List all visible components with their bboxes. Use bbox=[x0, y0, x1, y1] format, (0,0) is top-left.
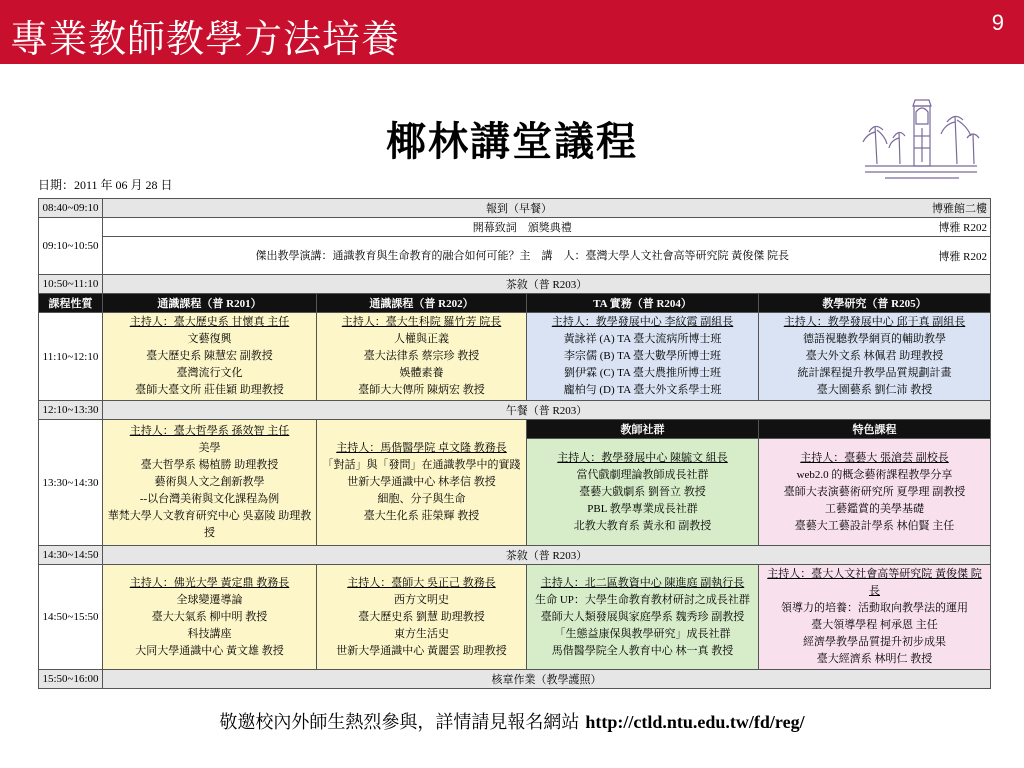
table-row bbox=[39, 237, 991, 275]
table-row bbox=[39, 420, 991, 439]
session-cell: 主持人：臺大哲學系 孫效智 主任 美學 臺大哲學系 楊植勝 助理教授 藝術與人文之創新教學 --以台灣美術與文化課程為例 華梵大學人文教育研究中心 吳嘉陵 助理教授 bbox=[103, 420, 317, 546]
event-label: 茶敘（普 R203） bbox=[103, 275, 991, 294]
footer-invitation bbox=[0, 708, 1024, 734]
time-cell: 10:50~11:10 bbox=[39, 275, 103, 294]
campus-bell-tower-icon bbox=[855, 92, 987, 184]
session-cell: 主持人：臺大生科院 羅竹芳 院長 人權與正義 臺大法律系 蔡宗珍 教授 娛體素養 臺師大大傳所 陳炳宏 教授 bbox=[317, 313, 527, 401]
session-host: 主持人：教學發展中心 李紋霞 副組長 bbox=[551, 316, 734, 328]
session-host: 主持人：北二區教資中心 陳進庭 副執行長 bbox=[540, 576, 745, 589]
slide-title: 專業教師教學方法培養 bbox=[10, 17, 401, 61]
session-cell: 主持人：臺藝大 張滄芸 副校長 web2.0 的概念藝術課程教學分享 臺師大表演藝術研究所 夏學理 副教授 工藝鑑賞的美學基礎 臺藝大工藝設計學系 林伯賢 主任 bbox=[759, 439, 991, 546]
table-row bbox=[39, 670, 991, 689]
session-cell: 主持人：北二區教資中心 陳進庭 副執行長 生命 UP：大學生命教育教材研討之成長社群 臺師大人類發展與家庭學系 魏秀珍 副教授 「生態益康保與教學研究」成長社群 馬偕醫學院全人教育中心 林一真 教授 bbox=[527, 565, 759, 670]
session-host: 主持人：教學發展中心 陳毓文 組長 bbox=[557, 451, 728, 464]
session-cell: 主持人：教學發展中心 邱于真 副組長 德語視聽教學網頁的輔助教學 臺大外文系 林佩君 助理教授 統計課程提升教學品質規劃計畫 臺大園藝系 劉仁沛 教授 bbox=[759, 313, 991, 401]
session-cell: 主持人：臺大歷史系 甘懷真 主任 文藝復興 臺大歷史系 陳慧宏 副教授 臺灣流行文化 臺師大臺文所 莊佳穎 助理教授 bbox=[103, 313, 317, 401]
table-row bbox=[39, 199, 991, 218]
event-label: 核章作業（教學護照） bbox=[103, 670, 991, 689]
course-type-header: 課程性質 bbox=[39, 294, 103, 313]
session-host: 主持人：佛光大學 黃定鼎 教務長 bbox=[129, 576, 290, 589]
registration-link[interactable]: http://ctld.ntu.edu.tw/fd/reg/ bbox=[585, 712, 805, 732]
column-header: 通識課程（普 R201） bbox=[103, 294, 317, 313]
session-cell: 主持人：佛光大學 黃定鼎 教務長 全球變遷導論 臺大大氣系 柳中明 教授 科技講座 大同大學通識中心 黃文雄 教授 bbox=[103, 565, 317, 670]
column-header: 教師社群 bbox=[527, 420, 759, 439]
session-cell: 主持人：臺大人文社會高等研究院 黃俊傑 院長 領導力的培養：活動取向教學法的運用 臺大領導學程 柯承恩 主任 經濟學教學品質提升初步成果 臺大經濟系 林明仁 教授 bbox=[759, 565, 991, 670]
keynote-title: 傑出教學演講：通識教育與生命教育的融合如何可能？ bbox=[255, 249, 520, 262]
table-row bbox=[39, 546, 991, 565]
room-label: 博雅 R202 bbox=[938, 222, 987, 234]
time-cell: 14:30~14:50 bbox=[39, 546, 103, 565]
session-host: 主持人：臺大哲學系 孫效智 主任 bbox=[129, 425, 290, 437]
table-row bbox=[39, 275, 991, 294]
table-row bbox=[39, 565, 991, 670]
page-number: 9 bbox=[991, 10, 1004, 35]
session-host: 主持人：教學發展中心 邱于真 副組長 bbox=[783, 316, 966, 328]
session-host: 主持人：臺師大 吳正己 教務長 bbox=[347, 576, 496, 589]
session-cell: 主持人：教學發展中心 陳毓文 組長 當代戲劇理論教師成長社群 臺藝大戲劇系 劉晉立 教授 PBL 教學專業成長社群 北教大教育系 黃永和 副教授 bbox=[527, 439, 759, 546]
event-label: 開幕致詞 頒獎典禮 bbox=[472, 222, 572, 234]
time-cell: 12:10~13:30 bbox=[39, 401, 103, 420]
session-host: 主持人：馬偕醫學院 卓文隆 教務長 bbox=[336, 442, 507, 454]
time-cell: 15:50~16:00 bbox=[39, 670, 103, 689]
footer-text: 敬邀校內外師生熱烈參與，詳情請見報名網站 bbox=[219, 712, 580, 733]
time-cell: 13:30~14:30 bbox=[39, 420, 103, 546]
column-header: 特色課程 bbox=[759, 420, 991, 439]
schedule-table bbox=[38, 198, 991, 689]
event-label: 報到（早餐） bbox=[486, 203, 552, 215]
table-row bbox=[39, 218, 991, 237]
column-header: 通識課程（普 R202） bbox=[317, 294, 527, 313]
room-label: 博雅 R202 bbox=[938, 250, 987, 263]
table-row bbox=[39, 313, 991, 401]
slide-header bbox=[0, 0, 1024, 64]
time-cell: 08:40~09:10 bbox=[39, 199, 103, 218]
event-date: 日期：2011 年 06 月 28 日 bbox=[38, 178, 173, 192]
session-host: 主持人：臺藝大 張滄芸 副校長 bbox=[800, 451, 949, 464]
table-row bbox=[39, 294, 991, 313]
column-header: TA 實務（普 R204） bbox=[527, 294, 759, 313]
document-title: 椰林講堂議程 bbox=[386, 118, 638, 165]
event-label: 午餐（普 R203） bbox=[103, 401, 991, 420]
time-cell: 14:50~15:50 bbox=[39, 565, 103, 670]
table-row bbox=[39, 401, 991, 420]
time-cell: 11:10~12:10 bbox=[39, 313, 103, 401]
session-cell: 主持人：馬偕醫學院 卓文隆 教務長 「對話」與「發問」在通識教學中的實踐 世新大學通識中心 林孝信 教授 細胞、分子與生命 臺大生化系 莊榮輝 教授 bbox=[317, 420, 527, 546]
session-host: 主持人：臺大生科院 羅竹芳 院長 bbox=[341, 316, 502, 328]
session-cell: 主持人：教學發展中心 李紋霞 副組長 黃詠祥 (A) TA 臺大流病所博士班 李宗儒 (B) TA 臺大數學所博士班 劉伊霖 (C) TA 臺大農推所博士班 龐柏勻 (D) TA 臺大外文系學士班 bbox=[527, 313, 759, 401]
event-label: 茶敘（普 R203） bbox=[103, 546, 991, 565]
time-cell: 09:10~10:50 bbox=[39, 218, 103, 275]
keynote-speaker: 主 講 人：臺灣大學人文社會高等研究院 黃俊傑 院長 bbox=[519, 249, 789, 262]
session-host: 主持人：臺大人文社會高等研究院 黃俊傑 院長 bbox=[767, 568, 982, 597]
session-host: 主持人：臺大歷史系 甘懷真 主任 bbox=[129, 316, 290, 328]
column-header: 教學研究（普 R205） bbox=[759, 294, 991, 313]
session-cell: 主持人：臺師大 吳正己 教務長 西方文明史 臺大歷史系 劉慧 助理教授 東方生活史 世新大學通識中心 黃麗雲 助理教授 bbox=[317, 565, 527, 670]
room-label: 博雅館二樓 bbox=[932, 203, 987, 215]
